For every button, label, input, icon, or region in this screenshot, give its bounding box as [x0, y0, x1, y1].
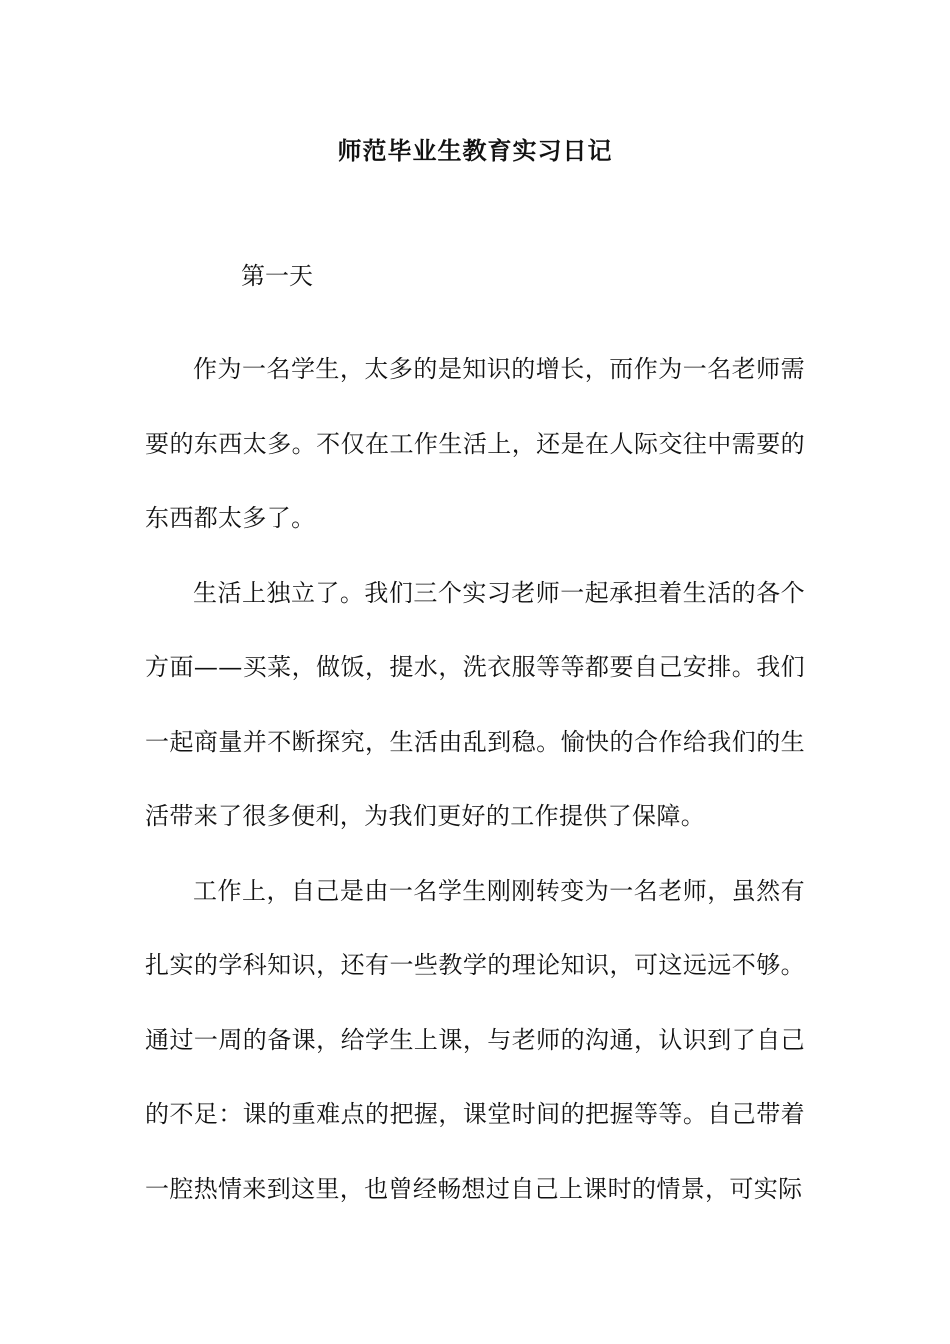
paragraph-work: 工作上，自己是由一名学生刚刚转变为一名老师，虽然有扎实的学科知识，还有一些教学的理论知识，可这远远不够。通过一周的备课，给学生上课，与老师的沟通，认识到了自己的不足：课的重难点的把握，课堂时间的把握等等。自己带着一腔热情来到这里，也曾经畅想过自己上课时的情景，可实际	[145, 876, 805, 1203]
paragraph-intro: 作为一名学生，太多的是知识的增长，而作为一名老师需要的东西太多。不仅在工作生活上，还是在人际交往中需要的东西都太多了。	[145, 355, 805, 532]
paragraph-life: 生活上独立了。我们三个实习老师一起承担着生活的各个方面——买菜，做饭，提水，洗衣服等等都要自己安排。我们一起商量并不断探究，生活由乱到稳。愉快的合作给我们的生活带来了很多便利，为我们更好的工作提供了保障。	[145, 578, 805, 830]
day-heading: 第一天	[241, 262, 313, 290]
document-title: 师范毕业生教育实习日记	[337, 136, 613, 165]
document-body	[145, 332, 805, 1226]
